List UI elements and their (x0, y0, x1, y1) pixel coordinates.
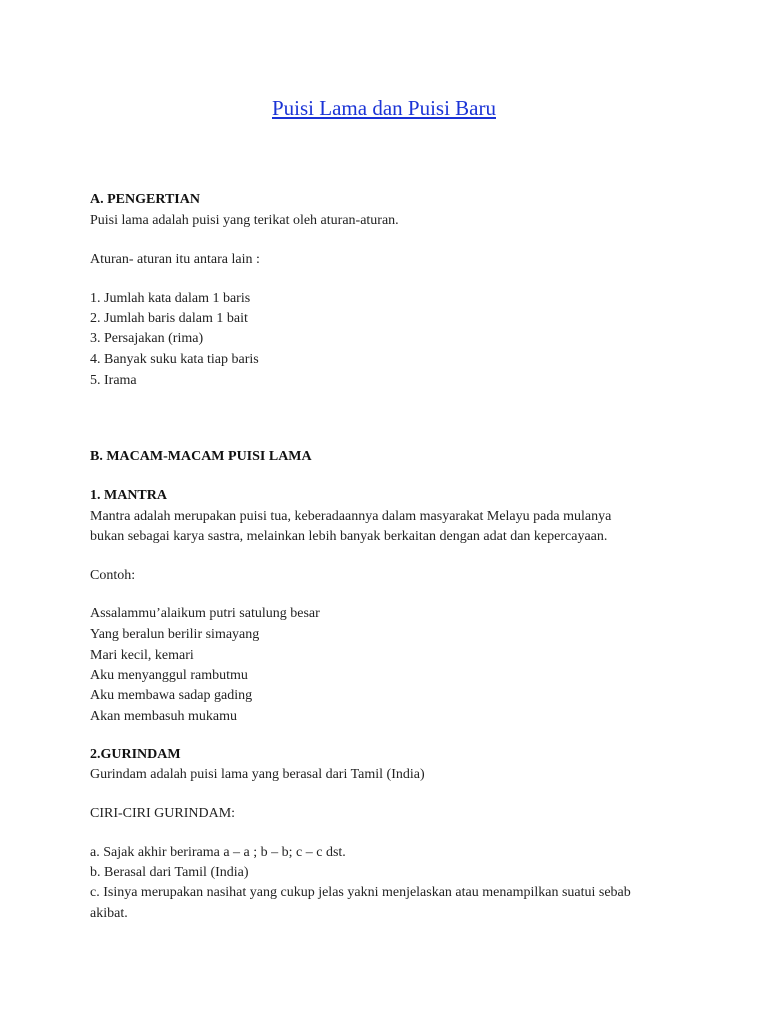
mantra-description-line: Mantra adalah merupakan puisi tua, keberadaannya dalam masyarakat Melayu pada mulanya (90, 509, 612, 524)
page-title: Puisi Lama dan Puisi Baru (272, 96, 496, 120)
gurindam-description: Gurindam adalah puisi lama yang berasal dari Tamil (India) (90, 767, 425, 782)
characteristic-item: c. Isinya merupakan nasihat yang cukup jelas yakni menjelaskan atau menampilkan suatui sebab (90, 885, 631, 900)
rule-item: 2. Jumlah baris dalam 1 bait (90, 311, 248, 326)
poem-line: Assalammu’alaikum putri satulung besar (90, 606, 320, 621)
rule-item: 4. Banyak suku kata tiap baris (90, 352, 259, 367)
characteristic-item: akibat. (90, 906, 128, 921)
rule-item: 3. Persajakan (rima) (90, 331, 204, 346)
characteristic-item: a. Sajak akhir berirama a – a ; b – b; c – c dst. (90, 845, 346, 860)
poem-line: Aku membawa sadap gading (90, 688, 253, 703)
gurindam-heading: 2.GURINDAM (90, 747, 181, 762)
characteristic-item: b. Berasal dari Tamil (India) (90, 865, 249, 880)
mantra-description-line: bukan sebagai karya sastra, melainkan lebih banyak berkaitan dengan adat dan kepercayaan. (90, 529, 608, 544)
characteristics-label: CIRI-CIRI GURINDAM: (90, 806, 236, 821)
section-a-heading: A. PENGERTIAN (90, 192, 200, 207)
rules-intro: Aturan- aturan itu antara lain : (90, 252, 260, 267)
rule-item: 1. Jumlah kata dalam 1 baris (90, 291, 251, 306)
poem-line: Akan membasuh mukamu (90, 709, 237, 724)
poem-line: Mari kecil, kemari (90, 648, 194, 663)
poem-line: Aku menyanggul rambutmu (90, 668, 248, 683)
poem-line: Yang beralun berilir simayang (90, 627, 260, 642)
rule-item: 5. Irama (90, 373, 137, 388)
example-label: Contoh: (90, 568, 136, 583)
section-b-heading: B. MACAM-MACAM PUISI LAMA (90, 449, 312, 464)
mantra-heading: 1. MANTRA (90, 488, 167, 503)
section-a-intro: Puisi lama adalah puisi yang terikat oleh aturan-aturan. (90, 213, 399, 228)
